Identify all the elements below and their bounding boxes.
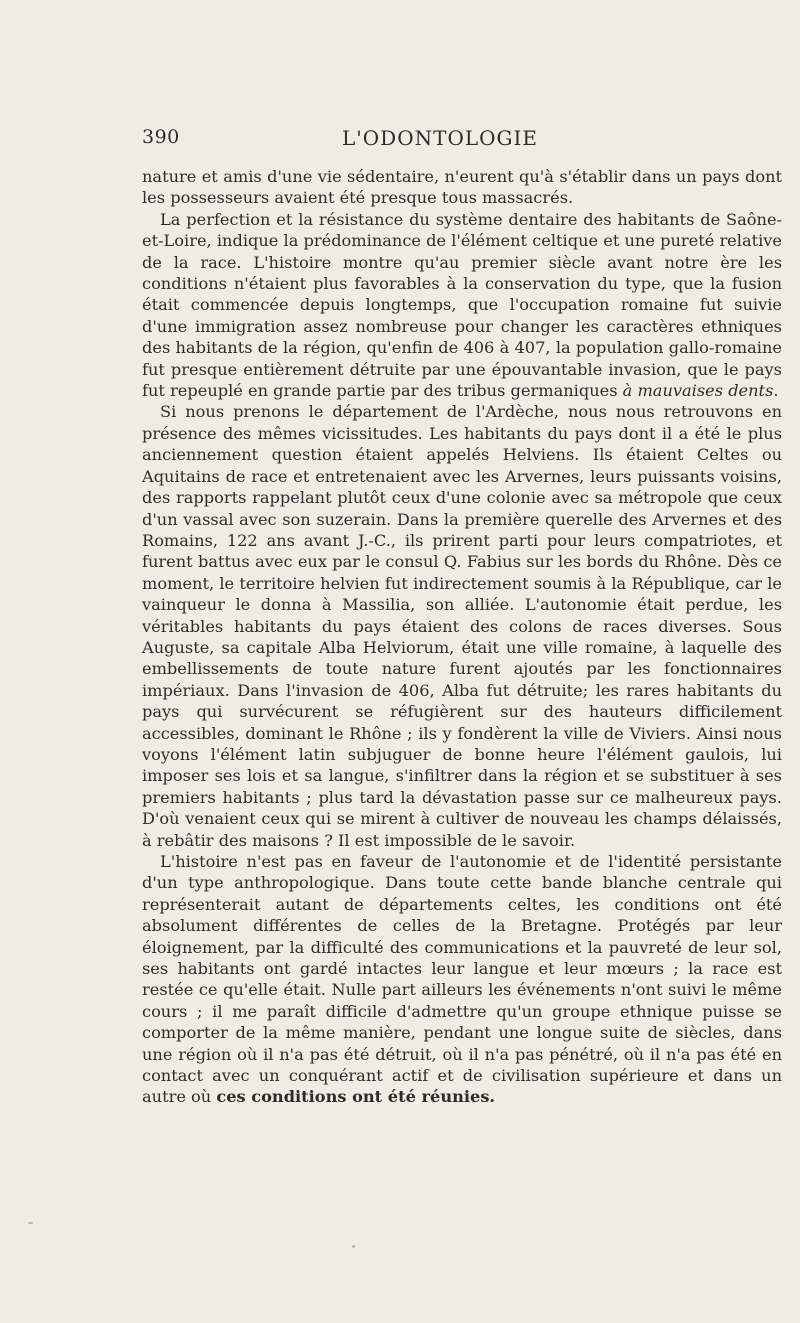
paper-speck [352,1245,355,1248]
running-head: L'ODONTOLOGIE [342,126,538,150]
paragraph-4 [142,851,782,1108]
page-header [142,118,782,166]
paragraph-4-bold: ces conditions ont été réunies. [216,1087,496,1107]
document-page [142,118,782,1108]
paragraph-1 [142,166,782,209]
paragraph-2 [142,209,782,402]
paragraph-2-text: La perfection et la résistance du système dentaire des habitants de Saône-et-Loire, indique la prédominance de l'élément celtique et une pureté relative de la race. L'histoire montre qu'au premier siècle avant notre ère les conditions n'étaient plus favorables à la conservation du type, que la fusion était commencée depuis longtemps, que l'occupation romaine fut suivie d'une immigration assez nombreuse pour changer les caractères ethniques des habitants de la région, qu'enfin de 406 à 407, la population gallo-romaine fut presque entièrement détruite par une épouvantable invasion, que le pays fut repeuplé en grande partie par des tribus germaniques [142,209,782,401]
body-text [142,166,782,1108]
page-number: 390 [142,126,180,148]
paragraph-3-text: Si nous prenons le département de l'Ardèche, nous nous retrouvons en présence des mêmes vicissitudes. Les habitants du pays dont il a été le plus anciennement question étaient appelés Helviens. Ils étaient Celtes ou Aquitains de race et entretenaient avec les Arvernes, leurs puissants voisins, des rapports rappelant plutôt ceux d'une colonie avec sa métropole que ceux d'un vassal avec son suzerain. Dans la première querelle des Arvernes et des Romains, 122 ans avant J.-C., ils prirent parti pour leurs compatriotes, et furent battus avec eux par le consul Q. Fabius sur les bords du Rhône. Dès ce moment, le territoire helvien fut indirectement soumis à la République, car le vainqueur le donna à Massilia, son alliée. L'autonomie était perdue, les véritables habitants du pays étaient des colons de races diverses. Sous Auguste, sa capitale Alba Helviorum, était une ville romaine, à laquelle des embellissements de toute nature furent ajoutés par les fonctionnaires impériaux. Dans l'invasion de 406, Alba fut détruite; les rares habitants du pays qui survécurent se réfugièrent sur des hauteurs difficilement accessibles, dominant le Rhône ; ils y fondèrent la ville de Viviers. Ainsi nous voyons l'élément latin subjuguer de bonne heure l'élément gaulois, lui imposer ses lois et sa langue, s'infiltrer dans la région et se substituer à ses premiers habitants ; plus tard la dévastation passe sur ce malheureux pays. D'où venaient ceux qui se mirent à cultiver de nouveau les champs délaissés, à rebâtir des maisons ? Il est impossible de le savoir. [142,402,782,850]
paragraph-4-text: L'histoire n'est pas en faveur de l'autonomie et de l'identité persistante d'un type anthropologique. Dans toute cette bande blanche centrale qui représenterait autant de départements celtes, les conditions ont été absolument différentes de celles de la Bretagne. Protégés par leur éloignement, par la difficulté des communications et la pauvreté de leur sol, ses habitants ont gardé intactes leur langue et leur mœurs ; la race est restée ce qu'elle était. Nulle part ailleurs les événements n'ont suivi le même cours ; il me paraît difficile d'admettre qu'un groupe ethnique puisse se comporter de la même manière, pendant une longue suite de siècles, dans une région où il n'a pas été détruit, où il n'a pas pénétré, où il n'a pas été en contact avec un conquérant actif et de civilisation supérieure et dans un autre où [142,852,782,1107]
paragraph-3 [142,401,782,851]
paragraph-2-end: . [773,381,779,401]
paper-speck [28,1222,33,1224]
paragraph-2-italic: à mauvaises dents [622,381,774,401]
paragraph-1-text: nature et amis d'une vie sédentaire, n'eurent qu'à s'établir dans un pays dont les possesseurs avaient été presque tous massacrés. [142,167,782,208]
